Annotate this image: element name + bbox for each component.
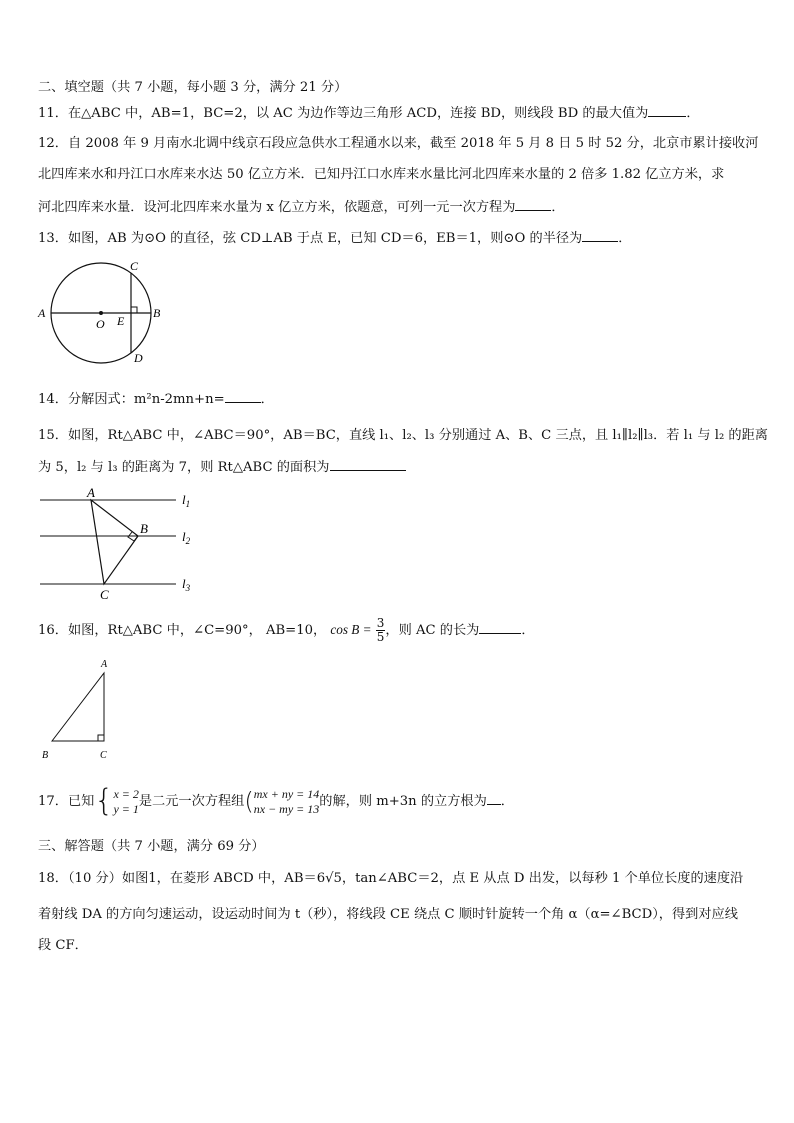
equation-1: mx + ny = 14 bbox=[253, 786, 320, 801]
question-17-pre: 17．已知 bbox=[38, 794, 95, 809]
answer-blank bbox=[330, 458, 406, 471]
section-3-title: 三、解答题（共 7 小题，满分 69 分） bbox=[38, 839, 265, 854]
question-17-post: 的解，则 m+3n 的立方根为 bbox=[319, 794, 487, 809]
question-13-end: ． bbox=[618, 231, 632, 246]
parallel-lines-figure bbox=[36, 484, 201, 602]
right-triangle-figure bbox=[38, 655, 128, 765]
label-b: B bbox=[42, 750, 49, 761]
brace-left: ( bbox=[244, 787, 254, 816]
question-13-text: 13．如图，AB 为⊙O 的直径，弦 CD⊥AB 于点 E，已知 CD＝6，EB＝1，则⊙O 的半径为 bbox=[38, 231, 583, 246]
question-12-text: 河北四库来水量．设河北四库来水量为 x 亿立方米，依题意，可列一元一次方程为 bbox=[38, 200, 516, 215]
question-11 bbox=[38, 104, 758, 123]
question-11-end: ． bbox=[686, 106, 700, 121]
question-14 bbox=[38, 390, 758, 409]
label-l1: $l_1$ bbox=[182, 492, 191, 509]
label-a: A bbox=[38, 306, 46, 320]
question-18-text-b: ，tan∠ABC＝2，点 E 从点 D 出发，以每秒 1 个单位长度的速度沿 bbox=[341, 871, 744, 886]
cos-expression: cos B = bbox=[330, 622, 372, 637]
question-18-text-a: 18．（10 分）如图1，在菱形 ABCD 中，AB＝6 bbox=[38, 871, 326, 886]
answer-blank bbox=[479, 621, 521, 634]
question-18-line-2: 着射线 DA 的方向匀速运动，设运动时间为 t（秒），将线段 CE 绕点 C 顺时针旋转一个角 α（α=∠BCD），得到对应线 bbox=[38, 907, 738, 922]
question-14-end: ． bbox=[260, 392, 274, 407]
question-18-line-1 bbox=[38, 870, 758, 888]
answer-blank bbox=[225, 390, 261, 403]
question-16-post: ，则 AC 的长为 bbox=[385, 623, 480, 638]
solution-x: x = 2 bbox=[113, 786, 139, 801]
label-e: E bbox=[117, 314, 125, 328]
fraction-denominator: 5 bbox=[376, 630, 385, 644]
question-14-text: 14．分解因式：m²n-2mn+n= bbox=[38, 392, 225, 407]
question-12-line-2: 北四库来水和丹江口水库来水达 50 亿立方米．已知丹江口水库来水量比河北四库来水量的 2 倍多 1.82 亿立方米，求 bbox=[38, 167, 725, 182]
question-15-text: 为 5，l₂ 与 l₃ 的距离为 7，则 Rt△ABC 的面积为 bbox=[38, 460, 330, 475]
question-16 bbox=[38, 614, 758, 646]
question-11-text: 11．在△ABC 中，AB=1，BC=2，以 AC 为边作等边三角形 ACD，连接 BD，则线段 BD 的最大值为 bbox=[38, 106, 649, 121]
fraction bbox=[376, 617, 386, 644]
right-angle-mark bbox=[98, 735, 104, 741]
answer-blank bbox=[487, 792, 501, 805]
question-17-end: ． bbox=[500, 794, 514, 809]
question-15-line-2 bbox=[38, 458, 758, 477]
answer-blank bbox=[582, 229, 618, 242]
center-point bbox=[99, 311, 103, 315]
answer-blank bbox=[648, 104, 686, 117]
question-12-end: ． bbox=[551, 200, 565, 215]
right-angle-mark bbox=[131, 307, 137, 313]
label-c: C bbox=[130, 259, 139, 273]
equation-2: nx − my = 13 bbox=[253, 801, 320, 816]
question-17-mid: 是二元一次方程组 bbox=[138, 794, 245, 809]
circle-figure bbox=[34, 258, 169, 370]
label-o: O bbox=[96, 317, 105, 331]
question-13 bbox=[38, 229, 758, 248]
label-d: D bbox=[134, 351, 143, 365]
answer-blank bbox=[515, 198, 551, 211]
question-18-line-3: 段 CF． bbox=[38, 938, 88, 953]
label-b: B bbox=[140, 521, 148, 536]
fraction-numerator: 3 bbox=[376, 616, 385, 630]
section-2-title: 二、填空题（共 7 小题，每小题 3 分，满分 21 分） bbox=[38, 80, 348, 95]
equation-system bbox=[254, 787, 320, 817]
label-a: A bbox=[87, 485, 95, 500]
label-l2: $l_2$ bbox=[182, 529, 191, 546]
question-12-line-1: 12．自 2008 年 9 月南水北调中线京石段应急供水工程通水以来，截至 2018 年 5 月 8 日 5 时 52 分，北京市累计接收河 bbox=[38, 136, 759, 151]
solution-y: y = 1 bbox=[113, 801, 139, 816]
triangle-abc bbox=[52, 673, 104, 741]
label-c: C bbox=[100, 587, 109, 602]
label-l3: $l_3$ bbox=[182, 576, 191, 593]
label-c: C bbox=[100, 750, 107, 761]
question-16-text: 16．如图，Rt△ABC 中，∠C=90°， AB=10， bbox=[38, 623, 327, 638]
triangle-abc bbox=[91, 500, 138, 584]
label-a: A bbox=[101, 659, 108, 670]
question-15-line-1: 15．如图，Rt△ABC 中，∠ABC＝90°，AB＝BC，直线 l₁、l₂、l₃ 分别通过 A、B、C 三点，且 l₁∥l₂∥l₃．若 l₁ 与 l₂ 的距离 bbox=[38, 428, 768, 443]
sqrt-five: √5 bbox=[325, 871, 342, 886]
brace-left: { bbox=[94, 783, 114, 819]
label-b: B bbox=[153, 306, 161, 320]
question-12-line-3 bbox=[38, 198, 758, 217]
solution-system bbox=[113, 787, 138, 817]
question-17 bbox=[38, 780, 758, 824]
question-16-end: ． bbox=[521, 623, 535, 638]
